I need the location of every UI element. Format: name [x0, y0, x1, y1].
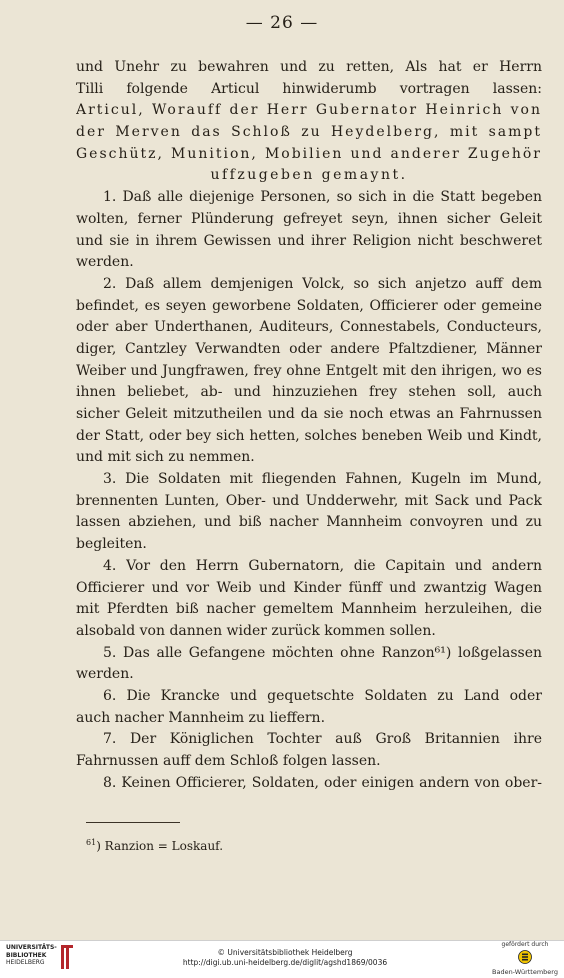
text-line: werden. — [76, 666, 134, 683]
text-line: auch nacher Mannheim zu lieffern. — [76, 709, 326, 726]
text-line: lassen abziehen, und biß nacher Mannheim convoyren und zu — [76, 514, 542, 531]
funded-by-label: gefördert durch — [501, 941, 549, 948]
text-line: 1. Daß alle diejenige Personen, so sich in die Statt begeben — [103, 189, 542, 206]
library-logo — [6, 944, 58, 967]
text-line: brennenten Lunten, Ober- und Undderwehr, mit Sack und Pack — [76, 492, 542, 509]
library-name-line1: UNIVERSITÄTS- — [6, 944, 57, 951]
text-line: Fahrnussen auff dem Schloß folgen lassen. — [76, 753, 381, 770]
text-line: Weiber und Jungfrawen, frey ohne Entgelt mit den ihrigen, wo es — [76, 362, 542, 379]
text-line: 4. Vor den Herrn Gubernatorn, die Capitain und andern — [103, 557, 542, 574]
text-line: und sie in ihrem Gewissen und ihrer Religion nicht beschweret — [76, 232, 542, 249]
text-line: ihnen beliebet, ab- und hinzuziehen frey stehen soll, auch — [76, 384, 542, 401]
text-line: 8. Keinen Officierer, Soldaten, oder einigen andern von ober- — [103, 774, 542, 791]
funding-credit — [490, 941, 560, 976]
text-line: werden. — [76, 254, 134, 271]
text-line: diger, Cantzley Verwandten oder andere Pfaltzdiener, Männer — [76, 340, 542, 357]
text-line: und Unehr zu bewahren und zu retten, Als hat er Herrn — [76, 59, 542, 75]
text-line: begleiten. — [76, 536, 147, 553]
text-line: und mit sich zu nemmen. — [76, 449, 255, 466]
library-emblem-icon — [60, 944, 74, 970]
footnote-text: ) Ranzion = Loskauf. — [96, 839, 224, 853]
text-line: Geschütz, Munition, Mobilien und anderer Zugehör — [76, 145, 542, 162]
text-line: 5. Das alle Gefangene möchten ohne Ranzon⁶¹) loßgelassen — [103, 644, 542, 661]
text-line: wolten, ferner Plünderung gefreyet seyn, ihnen sicher Geleit — [76, 210, 542, 227]
footnote-divider — [86, 822, 180, 823]
text-line: mit Pferdten biß nacher gemeltem Mannheim herzuleihen, die — [76, 601, 542, 618]
page-number: — 26 — — [245, 13, 319, 33]
source-url[interactable]: http://digi.ub.uni-heidelberg.de/diglit/agshd1869/0036 — [182, 958, 388, 967]
footnote — [86, 838, 223, 853]
library-name-line2: BIBLIOTHEK — [6, 951, 47, 959]
funder-logo-icon — [518, 950, 532, 964]
text-line: 3. Die Soldaten mit fliegenden Fahnen, Kugeln im Mund, — [103, 471, 542, 488]
copyright-notice — [150, 948, 420, 968]
text-line: uffzugeben gemaynt. — [210, 167, 408, 184]
text-line: der Statt, oder bey sich hetten, solches beneben Weib und Kindt, — [76, 427, 542, 444]
footnote-marker: 61 — [86, 838, 97, 847]
funder-name: Baden-Württemberg — [492, 968, 558, 976]
text-line: Articul, Worauff der Herr Gubernator Heinrich von — [76, 102, 542, 119]
text-line: sicher Geleit mitzutheilen und da sie noch etwas an Fahrnussen — [76, 406, 542, 423]
text-line: der Merven das Schloß zu Heydelberg, mit sampt — [76, 124, 542, 141]
text-line: alsobald von dannen wider zurück kommen sollen. — [76, 622, 436, 639]
body-text — [76, 57, 542, 795]
library-name-line3: HEIDELBERG — [6, 959, 45, 966]
text-line: befindet, es seyen geworbene Soldaten, Officierer oder gemeine — [76, 297, 542, 314]
copyright-text: © Universitätsbibliothek Heidelberg — [217, 948, 353, 957]
text-line: Tilli folgende Articul hinwiderumb vortragen lassen: — [76, 80, 542, 97]
text-line: 6. Die Krancke und gequetschte Soldaten zu Land oder — [103, 688, 542, 705]
text-line: 7. Der Königlichen Tochter auß Groß Britannien ihre — [103, 731, 542, 748]
text-line: oder aber Underthanen, Auditeurs, Connestabels, Conducteurs, — [76, 319, 542, 336]
text-line: 2. Daß allem demjenigen Volck, so sich anjetzo auff dem — [103, 275, 542, 292]
text-line: Officierer und vor Weib und Kinder fünff und zwantzig Wagen — [76, 579, 542, 596]
